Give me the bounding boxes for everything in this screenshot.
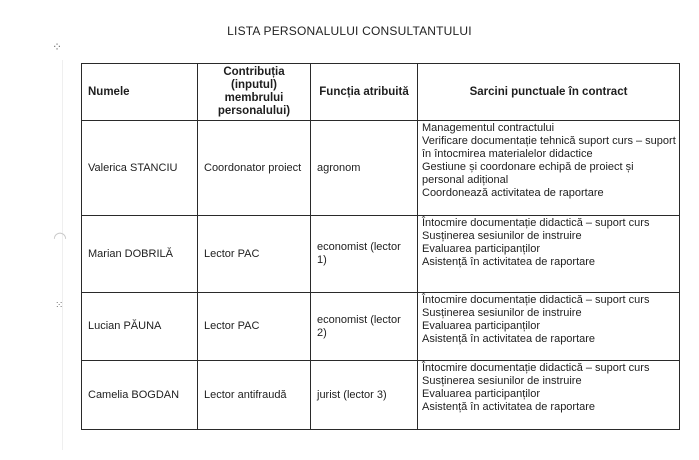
cell-name: Camelia BOGDAN: [82, 361, 198, 430]
task-item: Asistență în activitatea de raportare: [422, 256, 596, 268]
table-row: [82, 121, 680, 216]
cell-function: jurist (lector 3): [311, 361, 418, 430]
task-item: Susținerea sesiunilor de instruire: [422, 375, 582, 387]
task-item: Întocmire documentație didactică – suport curs: [422, 294, 650, 306]
header-tasks: Sarcini punctuale în contract: [418, 64, 680, 121]
table-header-row: [82, 64, 680, 121]
scan-speck-icon: ⁙: [55, 300, 64, 311]
task-item: Evaluarea participanților: [422, 388, 541, 400]
task-item: Verificare documentație tehnică suport curs – suport în întocmirea materialelor didactice: [422, 135, 676, 160]
cell-function: economist (lector 2): [311, 293, 418, 361]
task-item: Întocmire documentație didactică – suport curs: [422, 362, 650, 374]
task-item: Gestiune și coordonare echipă de proiect și personal adițional: [422, 161, 634, 186]
document-title: LISTA PERSONALULUI CONSULTANTULUI: [227, 24, 472, 38]
task-item: Evaluarea participanților: [422, 243, 541, 255]
cell-tasks: [418, 361, 680, 430]
task-item: Coordonează activitatea de raportare: [422, 187, 604, 199]
table-row: [82, 361, 680, 430]
task-item: Asistență în activitatea de raportare: [422, 333, 596, 345]
cell-name: Marian DOBRILĂ: [82, 216, 198, 293]
cell-tasks: [418, 121, 680, 216]
task-item: Managementul contractului: [422, 122, 555, 134]
task-item: Asistență în activitatea de raportare: [422, 401, 596, 413]
task-item: Susținerea sesiunilor de instruire: [422, 230, 582, 242]
table-row: [82, 293, 680, 361]
punch-hole-icon: ◠: [53, 228, 67, 247]
cell-name: Valerica STANCIU: [82, 121, 198, 216]
header-name: Numele: [82, 64, 198, 121]
task-item: Evaluarea participanților: [422, 320, 541, 332]
header-contribution: Contribuția (inputul) membrului personalului): [198, 64, 311, 121]
header-function: Funcția atribuită: [311, 64, 418, 121]
scan-speck-icon: ⁘: [52, 40, 63, 54]
cell-tasks: [418, 216, 680, 293]
cell-function: economist (lector 1): [311, 216, 418, 293]
cell-name: Lucian PĂUNA: [82, 293, 198, 361]
cell-contribution: Lector PAC: [198, 293, 311, 361]
task-item: Susținerea sesiunilor de instruire: [422, 307, 582, 319]
cell-contribution: Lector PAC: [198, 216, 311, 293]
task-item: Întocmire documentație didactică – suport curs: [422, 217, 650, 229]
personnel-table: [81, 63, 680, 430]
cell-tasks: [418, 293, 680, 361]
scan-shadow-line: [62, 60, 63, 450]
cell-contribution: Coordonator proiect: [198, 121, 311, 216]
cell-function: agronom: [311, 121, 418, 216]
cell-contribution: Lector antifraudă: [198, 361, 311, 430]
table-row: [82, 216, 680, 293]
